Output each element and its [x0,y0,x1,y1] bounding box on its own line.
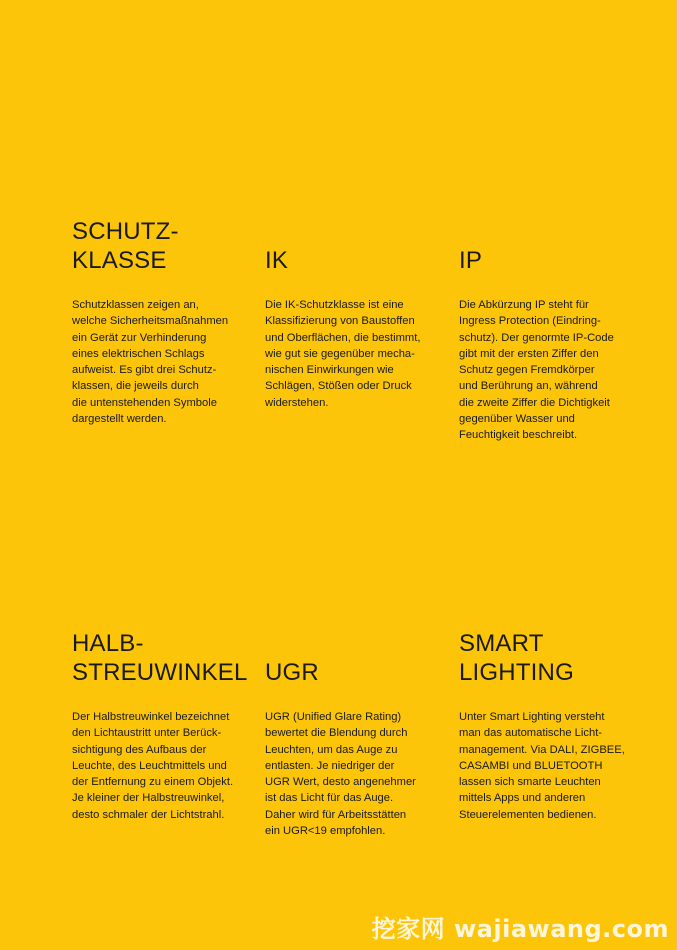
ip-text: Die Abkürzung IP steht für Ingress Protection (Eindring- schutz). Der genormte IP-Code gibt mit der ersten Ziffer den Schutz gegen Fremdkörper und Berührung an, während die zweite Ziffer die Dichtigkeit gegenüber Wasser und Feuchtigkeit beschreibt. [459,299,614,442]
ip-heading: IP [459,247,483,274]
ik-heading: IK [265,247,289,274]
schutzklasse-heading: SCHUTZ- KLASSE [72,218,179,274]
halbstreuwinkel-column [72,627,252,823]
watermark-text: 挖家网 wajiawang.com [371,915,669,943]
ugr-heading: UGR [265,659,319,686]
ip-column [459,215,639,444]
halbstreuwinkel-text: Der Halbstreuwinkel bezeichnet den Lichtaustritt unter Berück- sichtigung des Aufbaus der Leuchte, des Leuchtmittels und der Entfernung zu einem Objekt. Je kleiner der Halbstreuwinkel, desto schmaler der Lichtstrahl. [72,711,234,821]
ugr-text: UGR (Unified Glare Rating) bewertet die Blendung durch Leuchten, um das Auge zu entlasten. Je niedriger der UGR Wert, desto angenehmer ist das Licht für das Auge. Daher wird für Arbeitsstätten ein UGR<19 empfohlen. [265,711,416,838]
smart-lighting-column [459,627,639,823]
ik-column [265,215,445,411]
schutzklasse-text: Schutzklassen zeigen an, welche Sicherheitsmaßnahmen ein Gerät zur Verhinderung eines elektrischen Schlags aufweist. Es gibt drei Schutz- klassen, die jeweils durch die untenstehenden Symbole dargestellt werden. [72,299,229,426]
schutzklasse-column [72,215,252,427]
smart-lighting-text: Unter Smart Lighting versteht man das automatische Licht- management. Via DALI, ZIGBEE, CASAMBI und BLUETOOTH lassen sich smarte Leuchten mittels Apps und anderen Steuerelementen bedienen. [459,711,625,821]
halbstreuwinkel-heading: HALB- STREUWINKEL [72,630,248,686]
ugr-column [265,627,445,839]
smart-lighting-heading: SMART LIGHTING [459,630,574,686]
ik-text: Die IK-Schutzklasse ist eine Klassifizierung von Baustoffen und Oberflächen, die bestimmt, wie gut sie gegenüber mecha- nischen Einwirkungen wie Schlägen, Stößen oder Druck widerstehen. [265,299,421,409]
